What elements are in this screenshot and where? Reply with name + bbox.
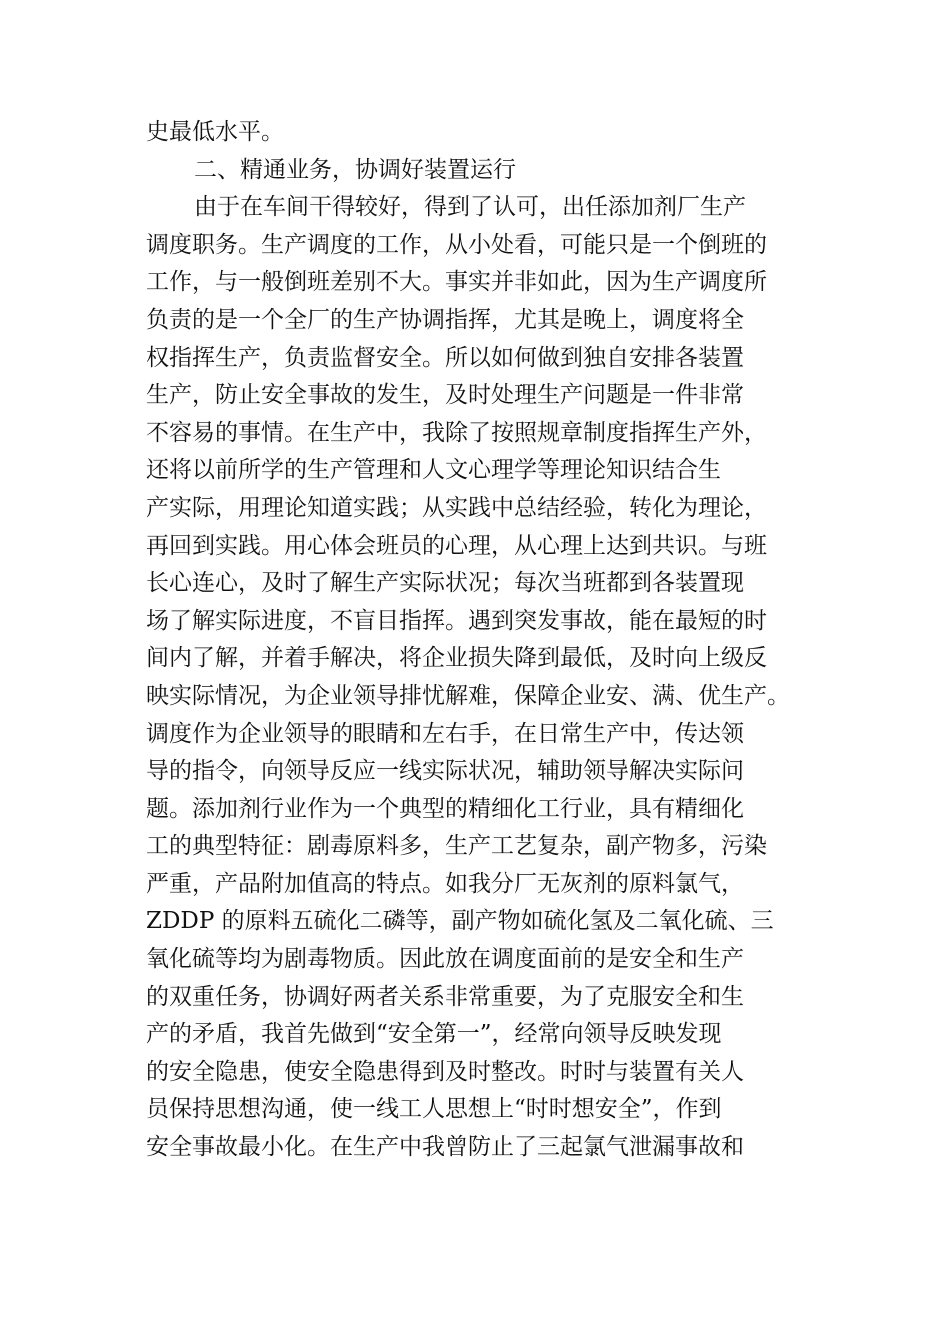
text-line: 史最低水平。 [146, 119, 284, 145]
text-line: 氧化硫等均为剧毒物质。因此放在调度面前的是安全和生产 [146, 946, 744, 973]
text-line: 工的典型特征：剧毒原料多，生产工艺复杂，副产物多，污染 [146, 833, 767, 860]
body-text [146, 114, 806, 1167]
text-line: 还将以前所学的生产管理和人文心理学等理论知识结合生 [146, 457, 721, 484]
text-line: 安全事故最小化。在生产中我曾防止了三起氯气泄漏事故和 [146, 1134, 744, 1161]
text-line: ZDDP 的原料五硫化二磷等，副产物如硫化氢及二氧化硫、三 [146, 908, 774, 935]
text-line: 不容易的事情。在生产中，我除了按照规章制度指挥生产外， [146, 419, 767, 446]
text-line: 场了解实际进度，不盲目指挥。遇到突发事故，能在最短的时 [146, 607, 767, 634]
text-line: 间内了解，并着手解决，将企业损失降到最低，及时向上级反 [146, 645, 767, 672]
text-line: 权指挥生产，负责监督安全。所以如何做到独自安排各装置 [146, 344, 744, 371]
text-line: 长心连心，及时了解生产实际状况；每次当班都到各装置现 [146, 570, 744, 597]
text-line: 产的矛盾，我首先做到“安全第一”，经常向领导反映发现 [146, 1021, 722, 1048]
text-line: 的双重任务，协调好两者关系非常重要，为了克服安全和生 [146, 983, 744, 1010]
text-line: 员保持思想沟通，使一线工人思想上“时时想安全”，作到 [146, 1096, 722, 1123]
text-line: 由于在车间干得较好，得到了认可，出任添加剂厂生产 [194, 194, 746, 221]
text-line: 调度作为企业领导的眼睛和左右手，在日常生产中，传达领 [146, 720, 744, 747]
text-line: 导的指令，向领导反应一线实际状况，辅助领导解决实际问 [146, 758, 744, 785]
text-line: 调度职务。生产调度的工作，从小处看，可能只是一个倒班的 [146, 231, 767, 258]
text-line: 产实际，用理论知道实践；从实践中总结经验，转化为理论， [146, 494, 767, 521]
text-line: 的安全隐患，使安全隐患得到及时整改。时时与装置有关人 [146, 1058, 744, 1085]
text-line: 题。添加剂行业作为一个典型的精细化工行业，具有精细化 [146, 795, 744, 822]
text-line: 严重，产品附加值高的特点。如我分厂无灰剂的原料氯气， [146, 870, 744, 897]
text-line: 生产，防止安全事故的发生，及时处理生产问题是一件非常 [146, 382, 744, 409]
section-heading: 二、精通业务，协调好装置运行 [194, 156, 516, 183]
text-line: 再回到实践。用心体会班员的心理，从心理上达到共识。与班 [146, 532, 767, 559]
text-line: 工作，与一般倒班差别不大。事实并非如此，因为生产调度所 [146, 269, 767, 296]
text-line: 映实际情况，为企业领导排忧解难，保障企业安、满、优生产。 [146, 682, 790, 709]
text-line: 负责的是一个全厂的生产协调指挥，尤其是晚上，调度将全 [146, 306, 744, 333]
